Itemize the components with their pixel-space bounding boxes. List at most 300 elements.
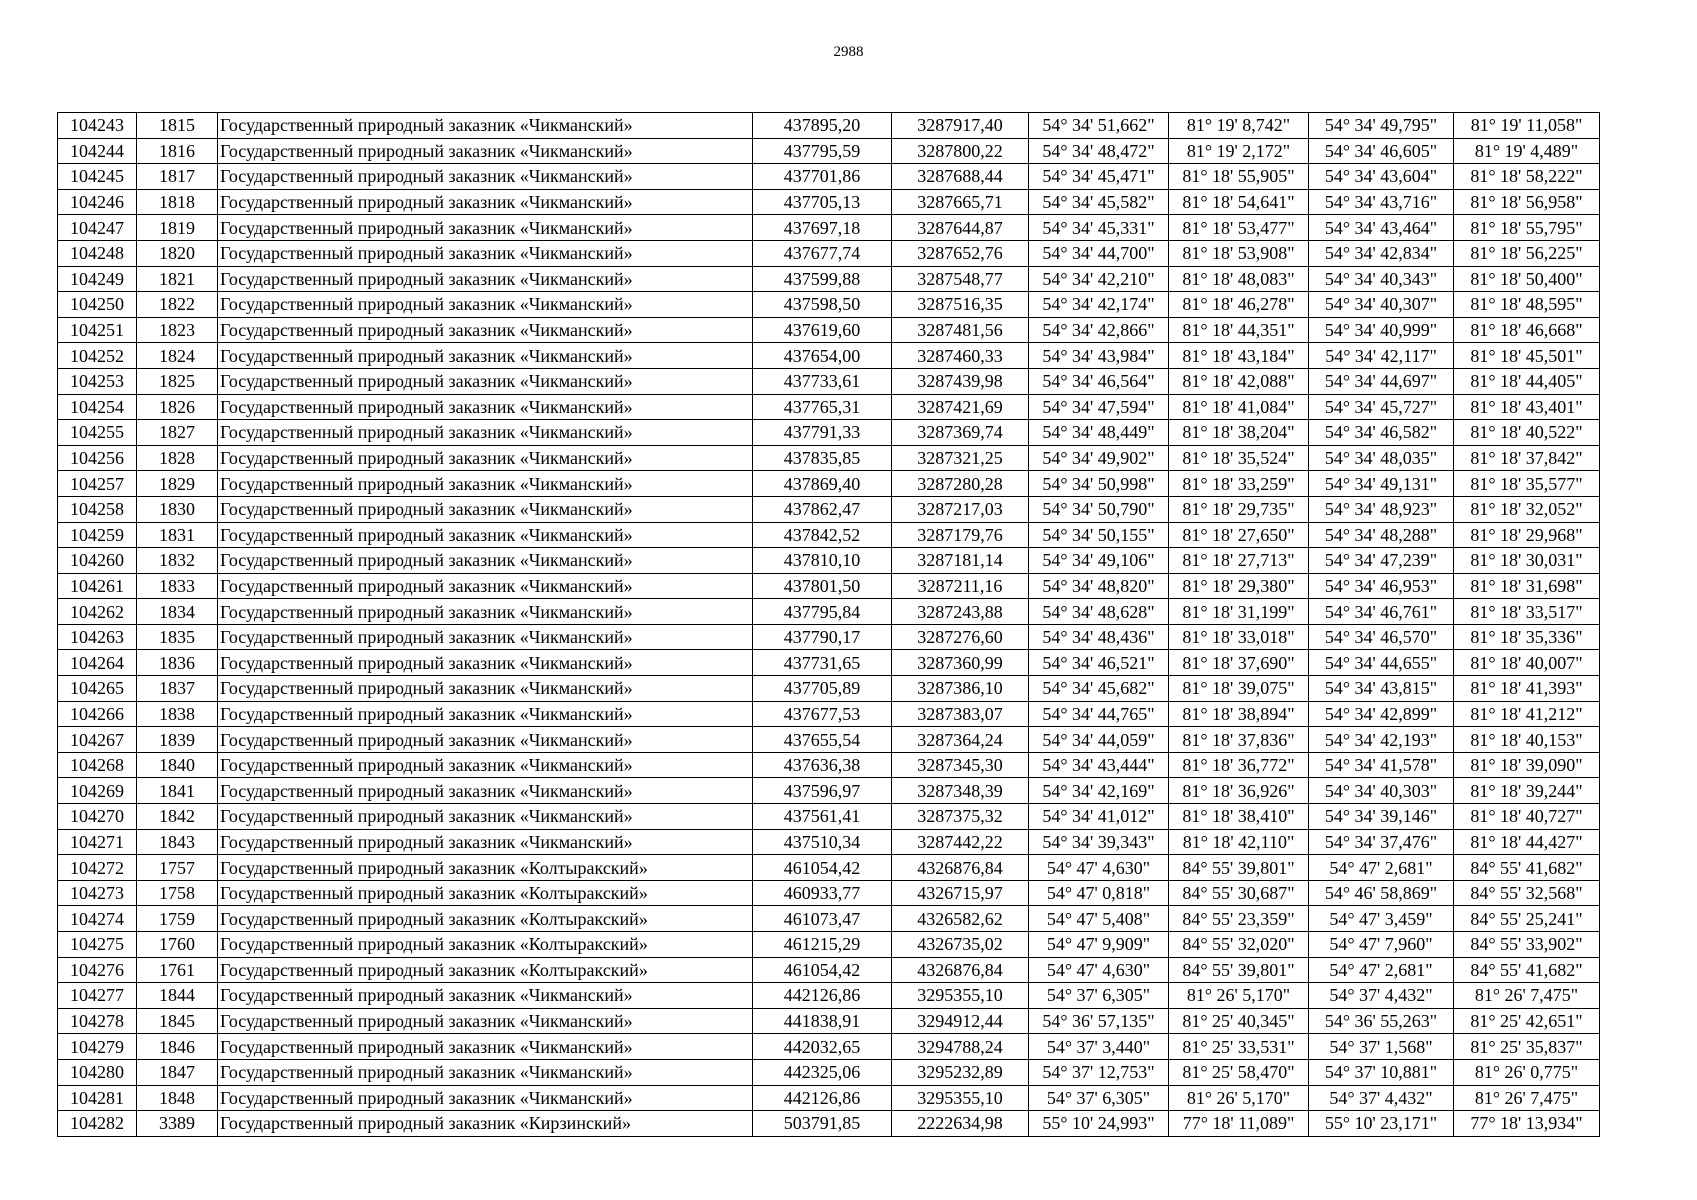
table-row bbox=[58, 292, 1600, 318]
cell-latitude-1: 54° 34' 44,059" bbox=[1029, 727, 1169, 753]
table-body bbox=[58, 113, 1600, 1137]
table-row bbox=[58, 266, 1600, 292]
table-row bbox=[58, 445, 1600, 471]
cell-coord-y: 3287383,07 bbox=[892, 701, 1029, 727]
cell-coord-x: 461073,47 bbox=[753, 906, 892, 932]
cell-row-number: 104281 bbox=[58, 1085, 137, 1111]
cell-row-number: 104270 bbox=[58, 804, 137, 830]
cell-row-number: 104250 bbox=[58, 292, 137, 318]
cell-longitude-1: 81° 18' 42,088" bbox=[1169, 368, 1309, 394]
cell-territory-name: Государственный природный заказник «Чикманский» bbox=[218, 445, 753, 471]
cell-longitude-2: 81° 18' 39,244" bbox=[1454, 778, 1600, 804]
cell-longitude-1: 84° 55' 39,801" bbox=[1169, 855, 1309, 881]
cell-territory-name: Государственный природный заказник «Чикманский» bbox=[218, 727, 753, 753]
cell-coord-x: 437795,59 bbox=[753, 138, 892, 164]
cell-longitude-2: 81° 18' 58,222" bbox=[1454, 164, 1600, 190]
table-row bbox=[58, 368, 1600, 394]
cell-coord-x: 437655,54 bbox=[753, 727, 892, 753]
cell-latitude-2: 54° 34' 42,117" bbox=[1309, 343, 1454, 369]
cell-row-number: 104260 bbox=[58, 548, 137, 574]
cell-latitude-2: 54° 34' 47,239" bbox=[1309, 548, 1454, 574]
cell-row-number: 104275 bbox=[58, 932, 137, 958]
cell-territory-name: Государственный природный заказник «Чикманский» bbox=[218, 983, 753, 1009]
table-row bbox=[58, 420, 1600, 446]
cell-coord-y: 3287181,14 bbox=[892, 548, 1029, 574]
cell-longitude-2: 81° 18' 32,052" bbox=[1454, 496, 1600, 522]
cell-coord-y: 3287280,28 bbox=[892, 471, 1029, 497]
cell-point-number: 1758 bbox=[137, 880, 218, 906]
cell-longitude-1: 81° 25' 58,470" bbox=[1169, 1059, 1309, 1085]
cell-longitude-1: 81° 18' 38,410" bbox=[1169, 804, 1309, 830]
cell-latitude-2: 54° 37' 4,432" bbox=[1309, 983, 1454, 1009]
cell-coord-x: 437731,65 bbox=[753, 650, 892, 676]
cell-latitude-1: 55° 10' 24,993" bbox=[1029, 1111, 1169, 1137]
cell-row-number: 104245 bbox=[58, 164, 137, 190]
cell-coord-y: 3287644,87 bbox=[892, 215, 1029, 241]
table-row bbox=[58, 1008, 1600, 1034]
cell-latitude-1: 54° 47' 4,630" bbox=[1029, 957, 1169, 983]
cell-coord-y: 3287217,03 bbox=[892, 496, 1029, 522]
cell-longitude-1: 81° 26' 5,170" bbox=[1169, 983, 1309, 1009]
cell-row-number: 104267 bbox=[58, 727, 137, 753]
cell-territory-name: Государственный природный заказник «Чикманский» bbox=[218, 1059, 753, 1085]
cell-longitude-2: 81° 18' 40,727" bbox=[1454, 804, 1600, 830]
cell-longitude-2: 81° 18' 31,698" bbox=[1454, 573, 1600, 599]
cell-longitude-1: 81° 18' 43,184" bbox=[1169, 343, 1309, 369]
cell-row-number: 104246 bbox=[58, 189, 137, 215]
cell-longitude-1: 81° 18' 36,772" bbox=[1169, 752, 1309, 778]
cell-territory-name: Государственный природный заказник «Колтыракский» bbox=[218, 880, 753, 906]
table-row bbox=[58, 804, 1600, 830]
cell-coord-x: 437619,60 bbox=[753, 317, 892, 343]
cell-point-number: 1841 bbox=[137, 778, 218, 804]
cell-longitude-1: 81° 18' 35,524" bbox=[1169, 445, 1309, 471]
cell-coord-y: 4326876,84 bbox=[892, 957, 1029, 983]
cell-coord-y: 3287375,32 bbox=[892, 804, 1029, 830]
cell-coord-x: 437701,86 bbox=[753, 164, 892, 190]
cell-coord-x: 437677,74 bbox=[753, 240, 892, 266]
cell-row-number: 104277 bbox=[58, 983, 137, 1009]
cell-latitude-1: 54° 34' 49,106" bbox=[1029, 548, 1169, 574]
cell-row-number: 104272 bbox=[58, 855, 137, 881]
cell-latitude-1: 54° 34' 48,472" bbox=[1029, 138, 1169, 164]
cell-latitude-2: 54° 34' 46,570" bbox=[1309, 624, 1454, 650]
cell-latitude-1: 54° 34' 42,174" bbox=[1029, 292, 1169, 318]
cell-point-number: 1829 bbox=[137, 471, 218, 497]
cell-point-number: 1834 bbox=[137, 599, 218, 625]
cell-longitude-2: 81° 18' 35,577" bbox=[1454, 471, 1600, 497]
cell-territory-name: Государственный природный заказник «Чикманский» bbox=[218, 292, 753, 318]
cell-longitude-2: 81° 18' 45,501" bbox=[1454, 343, 1600, 369]
cell-coord-y: 3287442,22 bbox=[892, 829, 1029, 855]
cell-longitude-1: 81° 18' 33,018" bbox=[1169, 624, 1309, 650]
cell-territory-name: Государственный природный заказник «Чикманский» bbox=[218, 420, 753, 446]
cell-point-number: 1760 bbox=[137, 932, 218, 958]
cell-longitude-1: 81° 18' 38,204" bbox=[1169, 420, 1309, 446]
cell-coord-y: 3287665,71 bbox=[892, 189, 1029, 215]
cell-latitude-2: 54° 34' 48,923" bbox=[1309, 496, 1454, 522]
table-row bbox=[58, 164, 1600, 190]
cell-point-number: 1835 bbox=[137, 624, 218, 650]
cell-coord-y: 3295355,10 bbox=[892, 983, 1029, 1009]
cell-coord-x: 442126,86 bbox=[753, 983, 892, 1009]
cell-longitude-1: 84° 55' 32,020" bbox=[1169, 932, 1309, 958]
cell-coord-x: 441838,91 bbox=[753, 1008, 892, 1034]
cell-territory-name: Государственный природный заказник «Чикманский» bbox=[218, 804, 753, 830]
cell-point-number: 1837 bbox=[137, 676, 218, 702]
cell-latitude-1: 54° 34' 44,765" bbox=[1029, 701, 1169, 727]
cell-latitude-1: 54° 34' 45,331" bbox=[1029, 215, 1169, 241]
cell-coord-x: 442032,65 bbox=[753, 1034, 892, 1060]
cell-coord-x: 442126,86 bbox=[753, 1085, 892, 1111]
table-row bbox=[58, 983, 1600, 1009]
cell-coord-x: 461054,42 bbox=[753, 957, 892, 983]
cell-territory-name: Государственный природный заказник «Чикманский» bbox=[218, 522, 753, 548]
cell-point-number: 1844 bbox=[137, 983, 218, 1009]
cell-territory-name: Государственный природный заказник «Чикманский» bbox=[218, 548, 753, 574]
cell-row-number: 104279 bbox=[58, 1034, 137, 1060]
cell-territory-name: Государственный природный заказник «Чикманский» bbox=[218, 624, 753, 650]
cell-longitude-1: 81° 18' 37,690" bbox=[1169, 650, 1309, 676]
coordinates-table bbox=[57, 112, 1600, 1137]
cell-territory-name: Государственный природный заказник «Чикманский» bbox=[218, 1008, 753, 1034]
cell-row-number: 104257 bbox=[58, 471, 137, 497]
cell-row-number: 104249 bbox=[58, 266, 137, 292]
cell-latitude-2: 54° 37' 1,568" bbox=[1309, 1034, 1454, 1060]
cell-longitude-1: 81° 18' 53,908" bbox=[1169, 240, 1309, 266]
cell-longitude-2: 81° 19' 4,489" bbox=[1454, 138, 1600, 164]
table-row bbox=[58, 932, 1600, 958]
cell-latitude-1: 54° 37' 12,753" bbox=[1029, 1059, 1169, 1085]
cell-coord-x: 460933,77 bbox=[753, 880, 892, 906]
cell-longitude-2: 81° 18' 40,153" bbox=[1454, 727, 1600, 753]
cell-longitude-1: 81° 18' 38,894" bbox=[1169, 701, 1309, 727]
table-row bbox=[58, 215, 1600, 241]
cell-row-number: 104280 bbox=[58, 1059, 137, 1085]
cell-latitude-1: 54° 34' 46,521" bbox=[1029, 650, 1169, 676]
cell-territory-name: Государственный природный заказник «Чикманский» bbox=[218, 1085, 753, 1111]
cell-latitude-1: 54° 34' 44,700" bbox=[1029, 240, 1169, 266]
table-row bbox=[58, 599, 1600, 625]
cell-coord-x: 437561,41 bbox=[753, 804, 892, 830]
cell-latitude-2: 54° 34' 40,307" bbox=[1309, 292, 1454, 318]
cell-row-number: 104253 bbox=[58, 368, 137, 394]
cell-row-number: 104261 bbox=[58, 573, 137, 599]
cell-latitude-1: 54° 34' 39,343" bbox=[1029, 829, 1169, 855]
cell-longitude-1: 84° 55' 39,801" bbox=[1169, 957, 1309, 983]
cell-longitude-1: 81° 18' 54,641" bbox=[1169, 189, 1309, 215]
cell-latitude-2: 54° 34' 46,605" bbox=[1309, 138, 1454, 164]
cell-longitude-1: 81° 18' 42,110" bbox=[1169, 829, 1309, 855]
cell-row-number: 104264 bbox=[58, 650, 137, 676]
table-row bbox=[58, 1085, 1600, 1111]
table-row bbox=[58, 394, 1600, 420]
cell-territory-name: Государственный природный заказник «Чикманский» bbox=[218, 676, 753, 702]
cell-latitude-1: 54° 34' 51,662" bbox=[1029, 113, 1169, 139]
cell-territory-name: Государственный природный заказник «Чикманский» bbox=[218, 343, 753, 369]
table-row bbox=[58, 727, 1600, 753]
table-row bbox=[58, 829, 1600, 855]
cell-latitude-2: 54° 34' 39,146" bbox=[1309, 804, 1454, 830]
table-row bbox=[58, 906, 1600, 932]
cell-longitude-2: 81° 26' 0,775" bbox=[1454, 1059, 1600, 1085]
cell-coord-x: 437842,52 bbox=[753, 522, 892, 548]
cell-latitude-1: 54° 34' 50,155" bbox=[1029, 522, 1169, 548]
cell-latitude-2: 54° 47' 2,681" bbox=[1309, 957, 1454, 983]
cell-latitude-1: 54° 34' 48,628" bbox=[1029, 599, 1169, 625]
cell-row-number: 104265 bbox=[58, 676, 137, 702]
cell-coord-y: 3287179,76 bbox=[892, 522, 1029, 548]
cell-latitude-1: 54° 34' 48,436" bbox=[1029, 624, 1169, 650]
cell-coord-y: 4326876,84 bbox=[892, 855, 1029, 881]
cell-coord-y: 3287348,39 bbox=[892, 778, 1029, 804]
cell-point-number: 1819 bbox=[137, 215, 218, 241]
cell-territory-name: Государственный природный заказник «Колтыракский» bbox=[218, 957, 753, 983]
cell-latitude-2: 54° 34' 40,343" bbox=[1309, 266, 1454, 292]
cell-latitude-1: 54° 34' 41,012" bbox=[1029, 804, 1169, 830]
table-row bbox=[58, 650, 1600, 676]
cell-point-number: 1816 bbox=[137, 138, 218, 164]
cell-coord-x: 437835,85 bbox=[753, 445, 892, 471]
cell-coord-x: 437895,20 bbox=[753, 113, 892, 139]
cell-latitude-2: 54° 34' 44,697" bbox=[1309, 368, 1454, 394]
cell-territory-name: Государственный природный заказник «Чикманский» bbox=[218, 829, 753, 855]
cell-coord-y: 3287276,60 bbox=[892, 624, 1029, 650]
cell-latitude-2: 54° 37' 4,432" bbox=[1309, 1085, 1454, 1111]
cell-territory-name: Государственный природный заказник «Чикманский» bbox=[218, 138, 753, 164]
cell-coord-y: 3287460,33 bbox=[892, 343, 1029, 369]
cell-longitude-2: 81° 26' 7,475" bbox=[1454, 983, 1600, 1009]
page-number: 2988 bbox=[833, 44, 864, 60]
cell-longitude-2: 81° 18' 40,007" bbox=[1454, 650, 1600, 676]
cell-latitude-2: 54° 46' 58,869" bbox=[1309, 880, 1454, 906]
cell-coord-y: 3287917,40 bbox=[892, 113, 1029, 139]
cell-latitude-2: 54° 34' 43,815" bbox=[1309, 676, 1454, 702]
cell-coord-y: 3287548,77 bbox=[892, 266, 1029, 292]
cell-coord-y: 3294912,44 bbox=[892, 1008, 1029, 1034]
table-row bbox=[58, 752, 1600, 778]
cell-latitude-2: 54° 34' 40,303" bbox=[1309, 778, 1454, 804]
cell-point-number: 1823 bbox=[137, 317, 218, 343]
cell-point-number: 1842 bbox=[137, 804, 218, 830]
cell-point-number: 1818 bbox=[137, 189, 218, 215]
cell-coord-y: 3287800,22 bbox=[892, 138, 1029, 164]
cell-point-number: 1838 bbox=[137, 701, 218, 727]
cell-longitude-1: 81° 18' 55,905" bbox=[1169, 164, 1309, 190]
cell-latitude-2: 54° 34' 42,193" bbox=[1309, 727, 1454, 753]
cell-point-number: 1817 bbox=[137, 164, 218, 190]
cell-coord-x: 437705,89 bbox=[753, 676, 892, 702]
table-row bbox=[58, 1034, 1600, 1060]
cell-coord-x: 461215,29 bbox=[753, 932, 892, 958]
cell-longitude-2: 84° 55' 25,241" bbox=[1454, 906, 1600, 932]
cell-coord-x: 437790,17 bbox=[753, 624, 892, 650]
cell-coord-y: 3287386,10 bbox=[892, 676, 1029, 702]
cell-point-number: 1846 bbox=[137, 1034, 218, 1060]
table-row bbox=[58, 778, 1600, 804]
cell-coord-y: 3287481,56 bbox=[892, 317, 1029, 343]
cell-coord-x: 437596,97 bbox=[753, 778, 892, 804]
cell-longitude-1: 84° 55' 23,359" bbox=[1169, 906, 1309, 932]
cell-territory-name: Государственный природный заказник «Чикманский» bbox=[218, 778, 753, 804]
cell-latitude-2: 54° 34' 43,604" bbox=[1309, 164, 1454, 190]
cell-latitude-1: 54° 34' 47,594" bbox=[1029, 394, 1169, 420]
cell-longitude-2: 81° 18' 33,517" bbox=[1454, 599, 1600, 625]
table-row bbox=[58, 1059, 1600, 1085]
cell-territory-name: Государственный природный заказник «Чикманский» bbox=[218, 317, 753, 343]
cell-territory-name: Государственный природный заказник «Колтыракский» bbox=[218, 906, 753, 932]
cell-longitude-2: 81° 18' 56,225" bbox=[1454, 240, 1600, 266]
cell-coord-y: 3287211,16 bbox=[892, 573, 1029, 599]
cell-point-number: 1759 bbox=[137, 906, 218, 932]
cell-coord-y: 3294788,24 bbox=[892, 1034, 1029, 1060]
cell-coord-y: 4326715,97 bbox=[892, 880, 1029, 906]
cell-latitude-1: 54° 47' 0,818" bbox=[1029, 880, 1169, 906]
cell-longitude-2: 81° 18' 50,400" bbox=[1454, 266, 1600, 292]
cell-longitude-1: 81° 19' 2,172" bbox=[1169, 138, 1309, 164]
table-row bbox=[58, 522, 1600, 548]
cell-longitude-1: 81° 18' 27,650" bbox=[1169, 522, 1309, 548]
cell-territory-name: Государственный природный заказник «Чикманский» bbox=[218, 599, 753, 625]
cell-coord-y: 3287439,98 bbox=[892, 368, 1029, 394]
cell-coord-x: 437510,34 bbox=[753, 829, 892, 855]
cell-latitude-2: 55° 10' 23,171" bbox=[1309, 1111, 1454, 1137]
cell-row-number: 104274 bbox=[58, 906, 137, 932]
cell-territory-name: Государственный природный заказник «Чикманский» bbox=[218, 752, 753, 778]
cell-coord-y: 3287243,88 bbox=[892, 599, 1029, 625]
cell-coord-x: 437791,33 bbox=[753, 420, 892, 446]
cell-longitude-1: 81° 18' 44,351" bbox=[1169, 317, 1309, 343]
cell-latitude-2: 54° 34' 43,716" bbox=[1309, 189, 1454, 215]
cell-coord-y: 3287421,69 bbox=[892, 394, 1029, 420]
cell-longitude-2: 81° 25' 42,651" bbox=[1454, 1008, 1600, 1034]
cell-territory-name: Государственный природный заказник «Чикманский» bbox=[218, 573, 753, 599]
cell-row-number: 104255 bbox=[58, 420, 137, 446]
cell-latitude-1: 54° 34' 46,564" bbox=[1029, 368, 1169, 394]
cell-coord-y: 3287321,25 bbox=[892, 445, 1029, 471]
cell-coord-y: 4326735,02 bbox=[892, 932, 1029, 958]
cell-longitude-2: 84° 55' 41,682" bbox=[1454, 957, 1600, 983]
cell-point-number: 1822 bbox=[137, 292, 218, 318]
cell-point-number: 1848 bbox=[137, 1085, 218, 1111]
cell-latitude-2: 54° 34' 49,131" bbox=[1309, 471, 1454, 497]
cell-territory-name: Государственный природный заказник «Чикманский» bbox=[218, 394, 753, 420]
table-row bbox=[58, 548, 1600, 574]
cell-point-number: 1825 bbox=[137, 368, 218, 394]
cell-territory-name: Государственный природный заказник «Чикманский» bbox=[218, 240, 753, 266]
cell-coord-x: 437801,50 bbox=[753, 573, 892, 599]
cell-latitude-2: 54° 34' 45,727" bbox=[1309, 394, 1454, 420]
cell-latitude-2: 54° 34' 42,899" bbox=[1309, 701, 1454, 727]
cell-coord-x: 437733,61 bbox=[753, 368, 892, 394]
cell-coord-x: 461054,42 bbox=[753, 855, 892, 881]
cell-row-number: 104248 bbox=[58, 240, 137, 266]
cell-row-number: 104259 bbox=[58, 522, 137, 548]
cell-point-number: 1820 bbox=[137, 240, 218, 266]
cell-coord-y: 3287516,35 bbox=[892, 292, 1029, 318]
cell-coord-x: 437765,31 bbox=[753, 394, 892, 420]
cell-latitude-1: 54° 37' 6,305" bbox=[1029, 1085, 1169, 1111]
cell-territory-name: Государственный природный заказник «Чикманский» bbox=[218, 701, 753, 727]
table-row bbox=[58, 496, 1600, 522]
cell-coord-x: 437636,38 bbox=[753, 752, 892, 778]
cell-longitude-2: 81° 25' 35,837" bbox=[1454, 1034, 1600, 1060]
cell-longitude-1: 81° 18' 41,084" bbox=[1169, 394, 1309, 420]
cell-point-number: 1839 bbox=[137, 727, 218, 753]
cell-longitude-1: 81° 26' 5,170" bbox=[1169, 1085, 1309, 1111]
cell-row-number: 104247 bbox=[58, 215, 137, 241]
cell-latitude-1: 54° 34' 42,866" bbox=[1029, 317, 1169, 343]
cell-longitude-2: 81° 18' 29,968" bbox=[1454, 522, 1600, 548]
cell-latitude-1: 54° 34' 48,449" bbox=[1029, 420, 1169, 446]
table-row bbox=[58, 957, 1600, 983]
cell-longitude-1: 81° 18' 36,926" bbox=[1169, 778, 1309, 804]
cell-row-number: 104269 bbox=[58, 778, 137, 804]
table-row bbox=[58, 880, 1600, 906]
cell-longitude-1: 81° 18' 46,278" bbox=[1169, 292, 1309, 318]
cell-point-number: 1761 bbox=[137, 957, 218, 983]
cell-longitude-2: 84° 55' 41,682" bbox=[1454, 855, 1600, 881]
cell-longitude-1: 81° 25' 33,531" bbox=[1169, 1034, 1309, 1060]
cell-latitude-1: 54° 37' 6,305" bbox=[1029, 983, 1169, 1009]
cell-row-number: 104258 bbox=[58, 496, 137, 522]
cell-longitude-2: 84° 55' 33,902" bbox=[1454, 932, 1600, 958]
table-row bbox=[58, 240, 1600, 266]
cell-longitude-1: 81° 18' 33,259" bbox=[1169, 471, 1309, 497]
cell-point-number: 1836 bbox=[137, 650, 218, 676]
cell-latitude-2: 54° 34' 43,464" bbox=[1309, 215, 1454, 241]
cell-longitude-1: 81° 18' 27,713" bbox=[1169, 548, 1309, 574]
cell-latitude-2: 54° 34' 46,582" bbox=[1309, 420, 1454, 446]
cell-row-number: 104263 bbox=[58, 624, 137, 650]
cell-latitude-1: 54° 34' 48,820" bbox=[1029, 573, 1169, 599]
cell-latitude-1: 54° 34' 43,984" bbox=[1029, 343, 1169, 369]
cell-point-number: 1831 bbox=[137, 522, 218, 548]
cell-latitude-1: 54° 36' 57,135" bbox=[1029, 1008, 1169, 1034]
cell-latitude-2: 54° 34' 48,035" bbox=[1309, 445, 1454, 471]
cell-territory-name: Государственный природный заказник «Колтыракский» bbox=[218, 855, 753, 881]
cell-territory-name: Государственный природный заказник «Колтыракский» bbox=[218, 932, 753, 958]
table-row bbox=[58, 343, 1600, 369]
table-row bbox=[58, 113, 1600, 139]
cell-point-number: 1847 bbox=[137, 1059, 218, 1085]
cell-coord-x: 442325,06 bbox=[753, 1059, 892, 1085]
table-row bbox=[58, 317, 1600, 343]
cell-latitude-2: 54° 47' 7,960" bbox=[1309, 932, 1454, 958]
cell-longitude-2: 81° 18' 41,212" bbox=[1454, 701, 1600, 727]
cell-coord-y: 3287360,99 bbox=[892, 650, 1029, 676]
cell-territory-name: Государственный природный заказник «Кирзинский» bbox=[218, 1111, 753, 1137]
cell-coord-x: 437598,50 bbox=[753, 292, 892, 318]
cell-latitude-2: 54° 34' 42,834" bbox=[1309, 240, 1454, 266]
cell-coord-x: 437810,10 bbox=[753, 548, 892, 574]
cell-latitude-2: 54° 47' 2,681" bbox=[1309, 855, 1454, 881]
cell-coord-x: 437697,18 bbox=[753, 215, 892, 241]
cell-latitude-2: 54° 47' 3,459" bbox=[1309, 906, 1454, 932]
cell-point-number: 1832 bbox=[137, 548, 218, 574]
cell-row-number: 104276 bbox=[58, 957, 137, 983]
cell-territory-name: Государственный природный заказник «Чикманский» bbox=[218, 1034, 753, 1060]
cell-latitude-1: 54° 47' 4,630" bbox=[1029, 855, 1169, 881]
cell-row-number: 104252 bbox=[58, 343, 137, 369]
cell-point-number: 3389 bbox=[137, 1111, 218, 1137]
cell-latitude-2: 54° 36' 55,263" bbox=[1309, 1008, 1454, 1034]
table-row bbox=[58, 189, 1600, 215]
cell-longitude-2: 81° 18' 41,393" bbox=[1454, 676, 1600, 702]
cell-coord-x: 503791,85 bbox=[753, 1111, 892, 1137]
table-row bbox=[58, 138, 1600, 164]
cell-latitude-2: 54° 37' 10,881" bbox=[1309, 1059, 1454, 1085]
